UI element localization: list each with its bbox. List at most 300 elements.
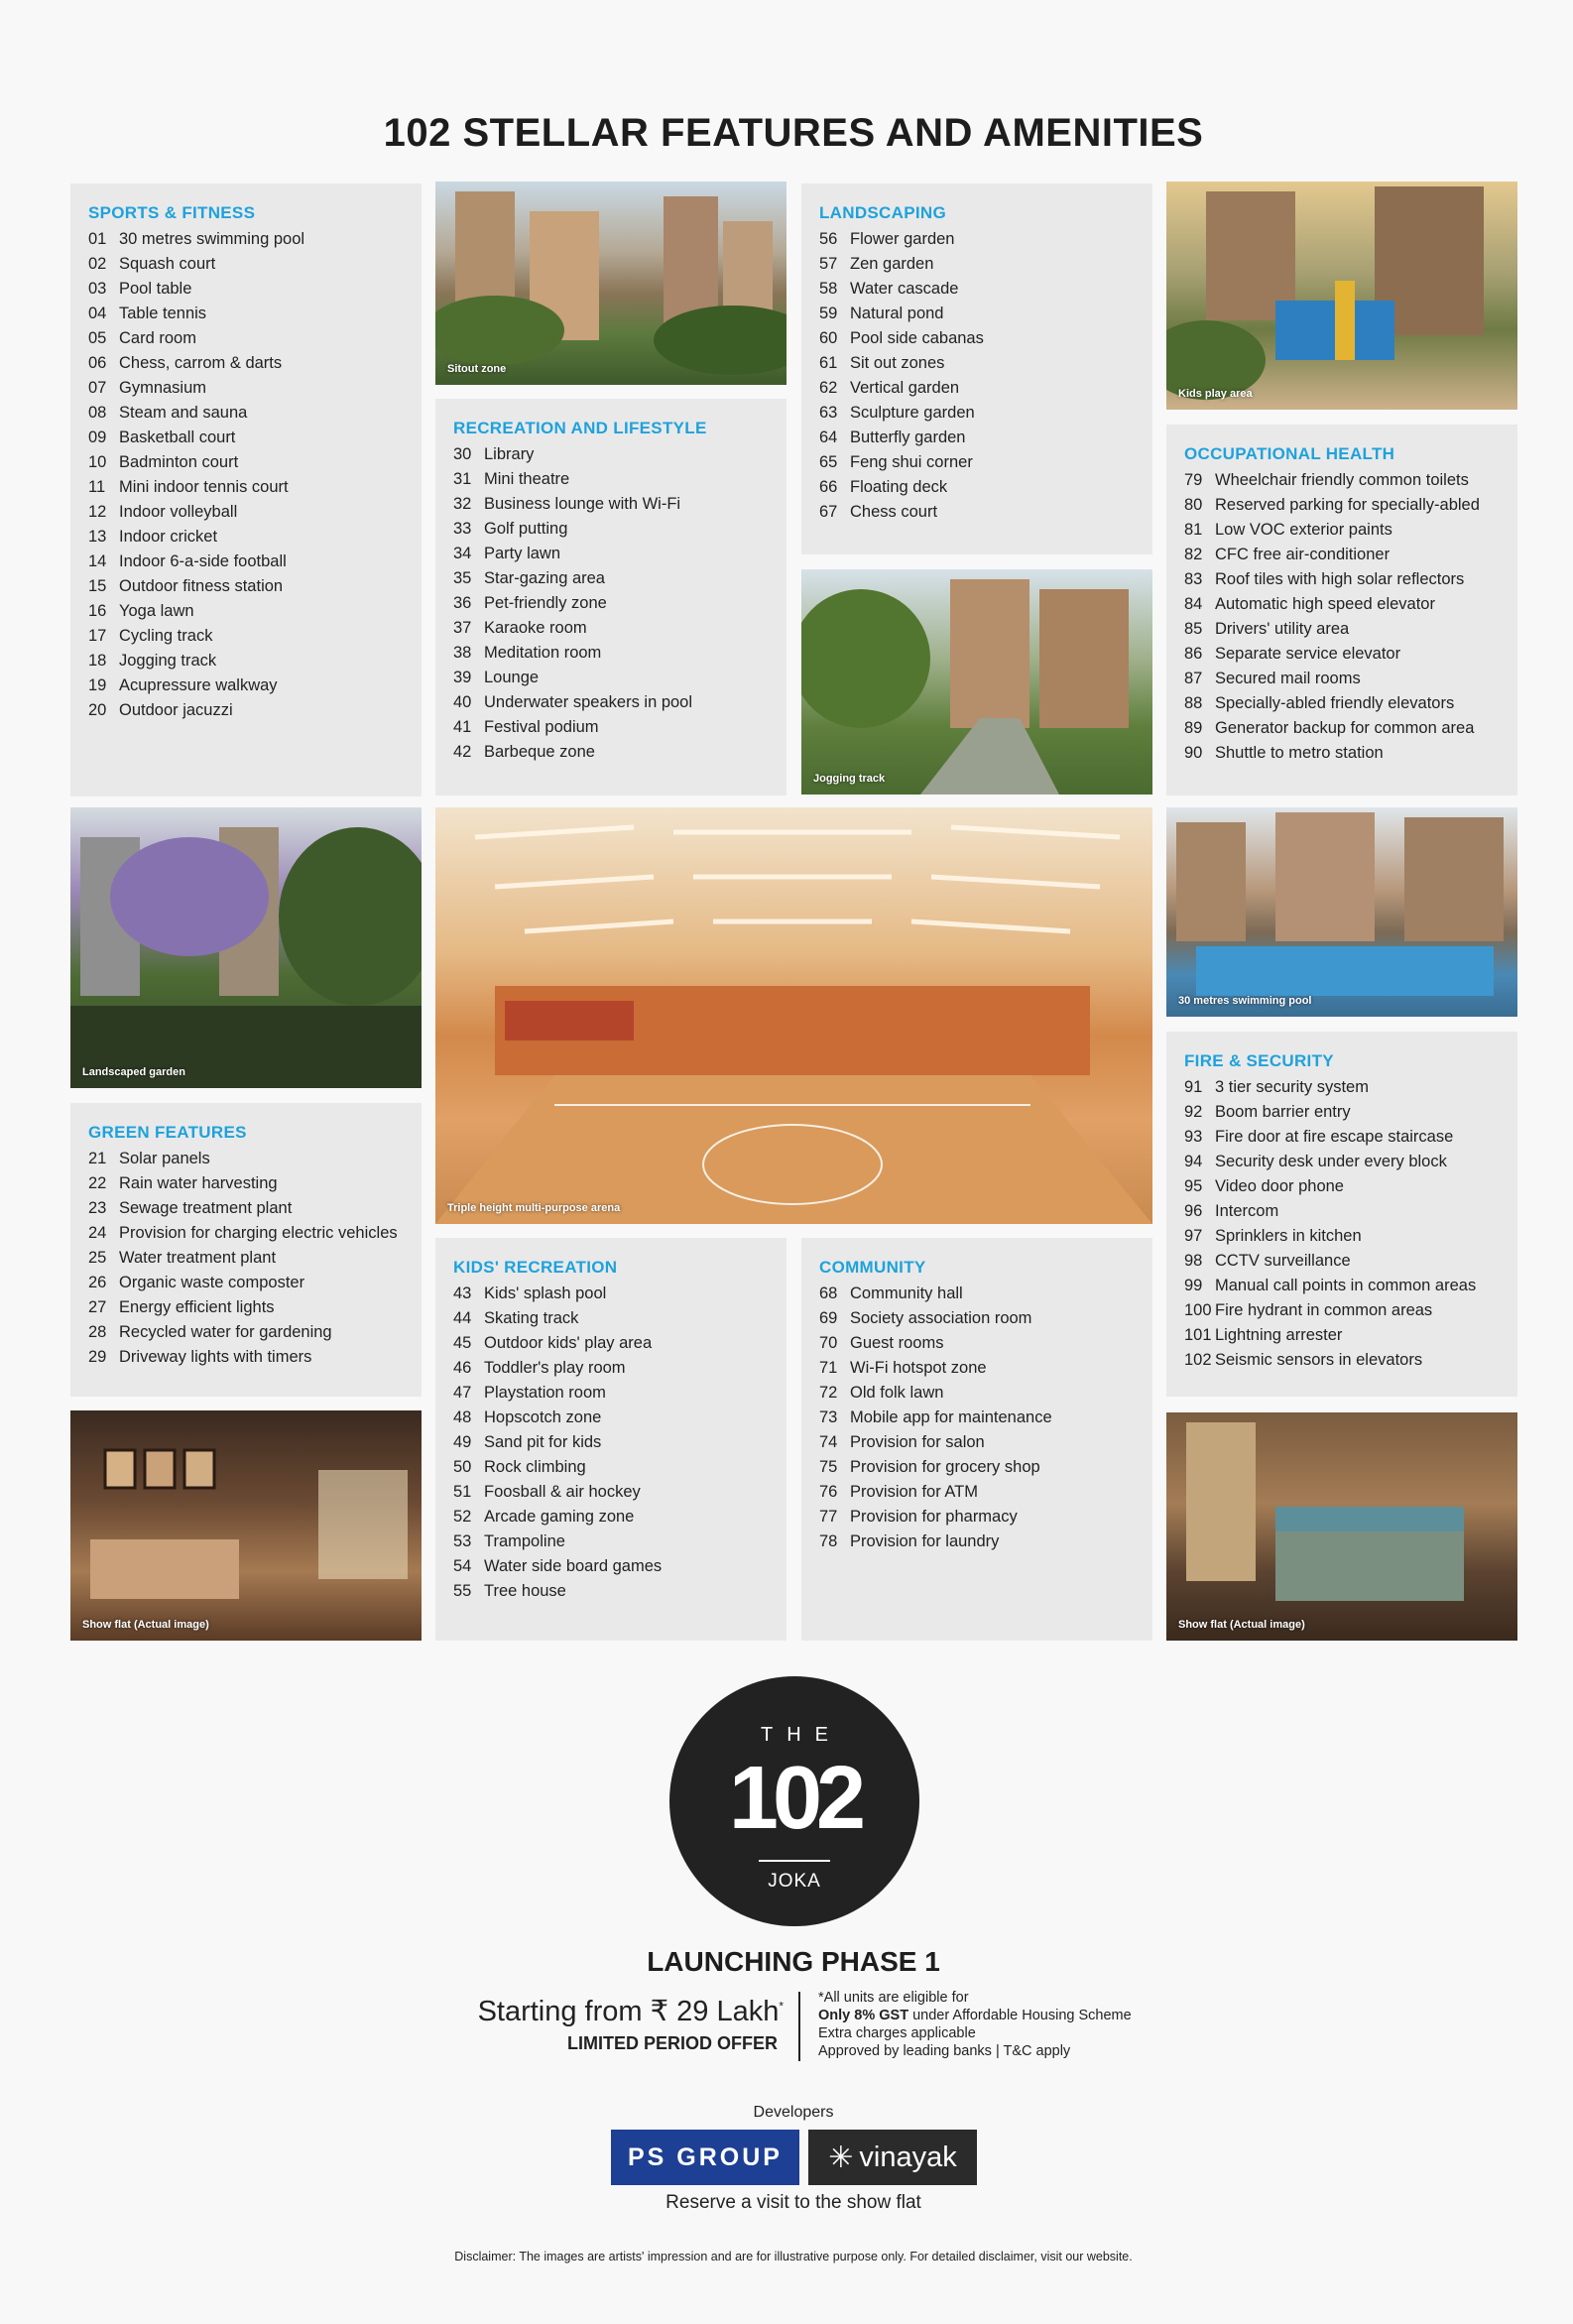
amenity-number: 10	[88, 453, 107, 471]
amenity-item	[88, 450, 422, 475]
amenity-number: 09	[88, 428, 107, 446]
amenity-number: 72	[819, 1384, 838, 1402]
amenity-number: 17	[88, 627, 107, 645]
amenity-label: Automatic high speed elevator	[1215, 595, 1435, 613]
amenity-label: Jogging track	[119, 652, 217, 670]
amenity-item	[1184, 1274, 1517, 1298]
amenity-label: Drivers' utility area	[1215, 620, 1350, 638]
amenity-label: Boom barrier entry	[1215, 1103, 1351, 1121]
amenity-number: 22	[88, 1174, 107, 1192]
amenity-item	[88, 277, 422, 302]
amenity-item	[88, 1246, 422, 1271]
amenity-list	[453, 442, 786, 765]
amenity-item	[88, 426, 422, 450]
launch-heading: LAUNCHING PHASE 1	[647, 1946, 940, 1977]
logo-the: THE	[761, 1724, 842, 1746]
amenity-label: Outdoor kids' play area	[484, 1334, 653, 1352]
amenity-number: 53	[453, 1532, 472, 1550]
amenity-item	[819, 1356, 1152, 1381]
vinayak-logo	[808, 2130, 977, 2185]
amenity-number: 52	[453, 1508, 472, 1526]
amenity-number: 15	[88, 577, 107, 595]
amenity-number: 06	[88, 354, 107, 372]
amenity-label: Low VOC exterior paints	[1215, 521, 1392, 539]
amenity-number: 69	[819, 1309, 838, 1327]
amenity-number: 27	[88, 1298, 107, 1316]
page-title: 102 STELLAR FEATURES AND AMENITIES	[383, 111, 1204, 155]
amenity-item	[88, 1171, 422, 1196]
amenity-number: 30	[453, 445, 472, 463]
amenity-number: 46	[453, 1359, 472, 1377]
amenity-item	[88, 1320, 422, 1345]
amenity-number: 88	[1184, 694, 1203, 712]
amenity-number: 47	[453, 1384, 472, 1402]
amenity-label: Sculpture garden	[850, 404, 975, 422]
amenity-number: 76	[819, 1483, 838, 1501]
amenity-item	[88, 1271, 422, 1295]
amenity-number: 11	[88, 478, 106, 496]
amenity-number: 94	[1184, 1153, 1203, 1170]
amenity-item	[88, 500, 422, 525]
amenity-label: Foosball & air hockey	[484, 1483, 641, 1501]
amenity-item	[453, 1529, 786, 1554]
amenity-label: Sewage treatment plant	[119, 1199, 293, 1217]
amenity-item	[453, 1455, 786, 1480]
developers-label: Developers	[753, 2104, 834, 2121]
ps-group-logo-text: PS GROUP	[628, 2142, 783, 2171]
amenity-number: 78	[819, 1532, 838, 1550]
amenity-label: Water cascade	[850, 280, 959, 298]
amenity-number: 31	[453, 470, 472, 488]
amenity-label: Meditation room	[484, 644, 602, 662]
amenity-label: Indoor cricket	[119, 528, 218, 546]
amenity-label: Generator backup for common area	[1215, 719, 1475, 737]
sports-fitness-section	[70, 183, 422, 796]
amenity-number: 13	[88, 528, 107, 546]
amenity-label: Old folk lawn	[850, 1384, 944, 1402]
amenity-item	[819, 426, 1152, 450]
amenity-number: 54	[453, 1557, 472, 1575]
reserve-visit-text: Reserve a visit to the show flat	[666, 2192, 921, 2213]
amenity-number: 70	[819, 1334, 838, 1352]
photo-caption: Kids play area	[1178, 388, 1253, 400]
amenity-number: 68	[819, 1284, 838, 1302]
amenity-number: 23	[88, 1199, 107, 1217]
amenity-label: 3 tier security system	[1215, 1078, 1369, 1096]
amenity-item	[819, 1306, 1152, 1331]
amenity-number: 74	[819, 1433, 838, 1451]
amenity-item	[453, 641, 786, 666]
amenity-label: Card room	[119, 329, 196, 347]
amenity-item	[819, 1381, 1152, 1406]
amenity-label: Rain water harvesting	[119, 1174, 278, 1192]
amenity-number: 42	[453, 743, 472, 761]
amenity-item	[453, 1430, 786, 1455]
amenity-item	[88, 376, 422, 401]
amenity-item	[1184, 1224, 1517, 1249]
amenity-item	[453, 666, 786, 690]
amenity-label: Chess, carrom & darts	[119, 354, 283, 372]
amenity-number: 34	[453, 545, 472, 562]
amenity-number: 03	[88, 280, 107, 298]
amenity-label: Water side board games	[484, 1557, 663, 1575]
amenity-number: 87	[1184, 670, 1203, 687]
amenity-number: 32	[453, 495, 472, 513]
logo-divider	[759, 1860, 830, 1862]
amenity-label: Playstation room	[484, 1384, 606, 1402]
vinayak-star-icon: ✳	[828, 2141, 854, 2174]
amenity-number: 56	[819, 230, 838, 248]
amenity-item	[819, 252, 1152, 277]
amenity-label: Indoor 6-a-side football	[119, 552, 287, 570]
amenity-item	[819, 376, 1152, 401]
amenity-number: 45	[453, 1334, 472, 1352]
amenity-number: 59	[819, 305, 838, 322]
amenity-item	[88, 673, 422, 698]
amenity-item	[88, 599, 422, 624]
amenity-label: Squash court	[119, 255, 216, 273]
amenity-label: 30 metres swimming pool	[119, 230, 305, 248]
section-heading: OCCUPATIONAL HEALTH	[1184, 444, 1395, 463]
amenity-item	[819, 475, 1152, 500]
amenity-label: Star-gazing area	[484, 569, 605, 587]
amenity-label: Business lounge with Wi-Fi	[484, 495, 681, 513]
gst-highlight: Only 8% GST	[818, 2008, 909, 2023]
amenity-item	[819, 1480, 1152, 1505]
amenity-label: Video door phone	[1215, 1177, 1344, 1195]
amenity-label: Outdoor fitness station	[119, 577, 284, 595]
section-heading: LANDSCAPING	[819, 203, 946, 222]
amenity-label: Natural pond	[850, 305, 944, 322]
photo-caption: Landscaped garden	[82, 1066, 185, 1078]
amenity-number: 08	[88, 404, 107, 422]
amenity-number: 33	[453, 520, 472, 538]
fire-security-section	[1166, 1032, 1517, 1397]
amenity-item	[453, 467, 786, 492]
amenity-label: Pool table	[119, 280, 192, 298]
section-heading: FIRE & SECURITY	[1184, 1051, 1334, 1070]
amenity-item	[453, 1356, 786, 1381]
amenity-item	[1184, 468, 1517, 493]
photo-caption: Triple height multi-purpose arena	[447, 1202, 621, 1214]
amenity-label: Community hall	[850, 1284, 963, 1302]
amenity-label: Sit out zones	[850, 354, 945, 372]
amenity-label: Lounge	[484, 669, 540, 686]
kids-recreation-section	[435, 1238, 786, 1641]
amenity-item	[1184, 716, 1517, 741]
amenity-label: Rock climbing	[484, 1458, 586, 1476]
amenity-item	[819, 302, 1152, 326]
amenity-list	[1184, 468, 1517, 766]
amenity-item	[88, 475, 422, 500]
amenity-label: Provision for ATM	[850, 1483, 978, 1501]
kids-play-area-photo	[1166, 182, 1517, 410]
section-heading: COMMUNITY	[819, 1258, 926, 1277]
amenity-label: Mini theatre	[484, 470, 570, 488]
amenity-item	[88, 624, 422, 649]
divider-line	[798, 1992, 800, 2061]
amenity-item	[453, 1282, 786, 1306]
amenity-label: Solar panels	[119, 1150, 210, 1167]
amenity-number: 77	[819, 1508, 838, 1526]
amenity-label: Energy efficient lights	[119, 1298, 275, 1316]
amenity-label: Pool side cabanas	[850, 329, 984, 347]
amenity-item	[819, 1331, 1152, 1356]
amenity-number: 91	[1184, 1078, 1203, 1096]
amenity-label: Society association room	[850, 1309, 1032, 1327]
amenity-item	[1184, 543, 1517, 567]
amenity-item	[819, 1455, 1152, 1480]
amenity-label: Provision for pharmacy	[850, 1508, 1018, 1526]
photo-caption: Jogging track	[813, 773, 886, 785]
amenity-number: 82	[1184, 546, 1203, 563]
amenity-item	[1184, 567, 1517, 592]
amenity-label: Flower garden	[850, 230, 955, 248]
amenity-label: Outdoor jacuzzi	[119, 701, 233, 719]
amenity-item	[88, 649, 422, 673]
amenity-number: 20	[88, 701, 107, 719]
amenity-label: Table tennis	[119, 305, 207, 322]
amenity-list	[88, 1147, 422, 1370]
amenity-list	[88, 227, 422, 723]
amenity-number: 44	[453, 1309, 472, 1327]
amenity-number: 39	[453, 669, 472, 686]
amenity-number: 101	[1184, 1326, 1212, 1344]
amenity-number: 61	[819, 354, 838, 372]
amenity-number: 75	[819, 1458, 838, 1476]
amenity-item	[453, 1505, 786, 1529]
terms-line	[818, 2007, 1132, 2024]
amenity-label: Badminton court	[119, 453, 239, 471]
amenity-label: Karaoke room	[484, 619, 587, 637]
section-heading: KIDS' RECREATION	[453, 1258, 618, 1277]
amenity-item	[1184, 642, 1517, 667]
terms-line: Extra charges applicable	[818, 2025, 976, 2041]
show-flat-bedroom-photo	[1166, 1412, 1517, 1641]
amenity-item	[1184, 691, 1517, 716]
amenity-number: 41	[453, 718, 472, 736]
amenity-item	[819, 401, 1152, 426]
offer-text: LIMITED PERIOD OFFER	[566, 2033, 778, 2053]
amenity-label: Specially-abled friendly elevators	[1215, 694, 1455, 712]
amenity-label: Chess court	[850, 503, 938, 521]
amenity-label: Feng shui corner	[850, 453, 973, 471]
amenity-item	[819, 227, 1152, 252]
amenity-item	[88, 574, 422, 599]
amenity-number: 14	[88, 552, 107, 570]
amenity-label: Provision for charging electric vehicles	[119, 1224, 398, 1242]
amenity-number: 26	[88, 1274, 107, 1291]
amenity-label: Fire hydrant in common areas	[1215, 1301, 1433, 1319]
amenity-item	[1184, 1249, 1517, 1274]
amenity-label: Mobile app for maintenance	[850, 1408, 1052, 1426]
amenity-item	[1184, 1348, 1517, 1373]
amenity-number: 57	[819, 255, 838, 273]
amenity-label: Driveway lights with timers	[119, 1348, 312, 1366]
amenity-item	[453, 715, 786, 740]
amenity-number: 19	[88, 676, 107, 694]
amenity-label: Festival podium	[484, 718, 599, 736]
amenity-label: Toddler's play room	[484, 1359, 626, 1377]
amenity-label: Guest rooms	[850, 1334, 944, 1352]
landscaping-section	[801, 183, 1152, 554]
ps-group-logo	[611, 2130, 799, 2185]
amenity-number: 97	[1184, 1227, 1203, 1245]
amenity-label: Manual call points in common areas	[1215, 1277, 1477, 1294]
the-102-logo	[669, 1676, 919, 1926]
amenity-label: Trampoline	[484, 1532, 565, 1550]
amenity-item	[1184, 1298, 1517, 1323]
amenity-item	[1184, 1125, 1517, 1150]
amenity-number: 63	[819, 404, 838, 422]
amenity-number: 60	[819, 329, 838, 347]
price-asterisk: *	[779, 1999, 784, 2014]
amenity-item	[88, 1221, 422, 1246]
jogging-track-photo	[801, 569, 1152, 795]
amenity-item	[1184, 1199, 1517, 1224]
amenity-label: Provision for grocery shop	[850, 1458, 1040, 1476]
amenity-number: 29	[88, 1348, 107, 1366]
amenity-number: 16	[88, 602, 107, 620]
amenity-number: 95	[1184, 1177, 1203, 1195]
amenity-item	[453, 492, 786, 517]
amenity-item	[1184, 617, 1517, 642]
amenity-label: Wheelchair friendly common toilets	[1215, 471, 1469, 489]
amenity-number: 99	[1184, 1277, 1203, 1294]
amenity-number: 102	[1184, 1351, 1212, 1369]
logo-number: 102	[728, 1749, 861, 1848]
amenity-label: Recycled water for gardening	[119, 1323, 332, 1341]
amenity-item	[453, 616, 786, 641]
amenity-label: Acupressure walkway	[119, 676, 278, 694]
amenity-number: 81	[1184, 521, 1203, 539]
amenity-item	[1184, 741, 1517, 766]
multipurpose-arena-photo	[435, 807, 1152, 1224]
amenity-label: Pet-friendly zone	[484, 594, 607, 612]
section-heading: RECREATION AND LIFESTYLE	[453, 419, 707, 437]
amenity-label: Mini indoor tennis court	[119, 478, 289, 496]
amenity-number: 51	[453, 1483, 472, 1501]
vinayak-logo-text: vinayak	[859, 2141, 957, 2173]
amenity-list	[453, 1282, 786, 1604]
amenity-label: Water treatment plant	[119, 1249, 277, 1267]
amenity-number: 37	[453, 619, 472, 637]
amenity-item	[819, 1282, 1152, 1306]
amenity-label: Vertical garden	[850, 379, 960, 397]
community-section	[801, 1238, 1152, 1641]
amenity-item	[819, 351, 1152, 376]
amenity-number: 24	[88, 1224, 107, 1242]
amenity-label: Skating track	[484, 1309, 579, 1327]
amenity-number: 98	[1184, 1252, 1203, 1270]
amenity-label: Lightning arrester	[1215, 1326, 1343, 1344]
recreation-section	[435, 399, 786, 795]
amenity-number: 66	[819, 478, 838, 496]
amenity-label: Tree house	[484, 1582, 566, 1600]
amenity-number: 28	[88, 1323, 107, 1341]
amenity-label: CFC free air-conditioner	[1215, 546, 1391, 563]
amenity-label: Indoor volleyball	[119, 503, 238, 521]
gst-rest: under Affordable Housing Scheme	[908, 2008, 1132, 2023]
amenity-number: 38	[453, 644, 472, 662]
amenity-item	[819, 500, 1152, 525]
amenity-item	[453, 591, 786, 616]
amenity-number: 93	[1184, 1128, 1203, 1146]
amenity-item	[88, 1295, 422, 1320]
amenity-number: 40	[453, 693, 472, 711]
amenity-number: 92	[1184, 1103, 1203, 1121]
green-features-section	[70, 1103, 422, 1397]
occupational-health-section	[1166, 425, 1517, 795]
amenity-number: 05	[88, 329, 107, 347]
amenity-item	[819, 450, 1152, 475]
amenity-item	[819, 1529, 1152, 1554]
amenity-item	[453, 1579, 786, 1604]
amenity-item	[1184, 493, 1517, 518]
amenity-label: Cycling track	[119, 627, 213, 645]
photo-caption: Show flat (Actual image)	[1178, 1619, 1305, 1631]
price-value: Starting from ₹ 29 Lakh	[477, 1996, 780, 2027]
amenity-number: 64	[819, 428, 838, 446]
terms-line: Approved by leading banks | T&C apply	[818, 2043, 1071, 2059]
amenity-label: Seismic sensors in elevators	[1215, 1351, 1423, 1369]
amenity-item	[453, 690, 786, 715]
amenity-number: 55	[453, 1582, 472, 1600]
amenity-number: 73	[819, 1408, 838, 1426]
amenity-number: 18	[88, 652, 107, 670]
amenity-item	[453, 1306, 786, 1331]
amenity-item	[453, 442, 786, 467]
amenity-item	[1184, 1100, 1517, 1125]
amenity-number: 96	[1184, 1202, 1203, 1220]
amenity-label: Roof tiles with high solar reflectors	[1215, 570, 1465, 588]
amenity-label: Steam and sauna	[119, 404, 248, 422]
amenity-label: Zen garden	[850, 255, 934, 273]
amenity-item	[88, 326, 422, 351]
amenity-number: 84	[1184, 595, 1203, 613]
amenity-number: 50	[453, 1458, 472, 1476]
amenity-label: Yoga lawn	[119, 602, 194, 620]
amenity-item	[88, 1345, 422, 1370]
amenity-number: 12	[88, 503, 107, 521]
amenity-label: Underwater speakers in pool	[484, 693, 693, 711]
amenity-item	[819, 1406, 1152, 1430]
amenity-item	[88, 698, 422, 723]
amenity-label: Sprinklers in kitchen	[1215, 1227, 1362, 1245]
photo-caption: 30 metres swimming pool	[1178, 995, 1312, 1007]
amenity-number: 90	[1184, 744, 1203, 762]
amenity-item	[819, 1430, 1152, 1455]
amenity-item	[88, 1147, 422, 1171]
amenity-item	[1184, 1323, 1517, 1348]
amenity-label: Separate service elevator	[1215, 645, 1401, 663]
amenity-label: Wi-Fi hotspot zone	[850, 1359, 987, 1377]
amenity-item	[1184, 667, 1517, 691]
amenity-item	[819, 326, 1152, 351]
amenity-label: Provision for laundry	[850, 1532, 1000, 1550]
amenity-label: Golf putting	[484, 520, 568, 538]
disclaimer-text: Disclaimer: The images are artists' impression and are for illustrative purpose only. For detailed disclaimer, visit our website.	[454, 2250, 1133, 2263]
amenity-label: Provision for salon	[850, 1433, 985, 1451]
amenity-label: Hopscotch zone	[484, 1408, 602, 1426]
amenity-number: 02	[88, 255, 107, 273]
amenity-item	[453, 517, 786, 542]
amenity-number: 79	[1184, 471, 1203, 489]
amenity-number: 67	[819, 503, 838, 521]
amenity-label: Floating deck	[850, 478, 948, 496]
amenity-item	[453, 1381, 786, 1406]
amenity-number: 65	[819, 453, 838, 471]
